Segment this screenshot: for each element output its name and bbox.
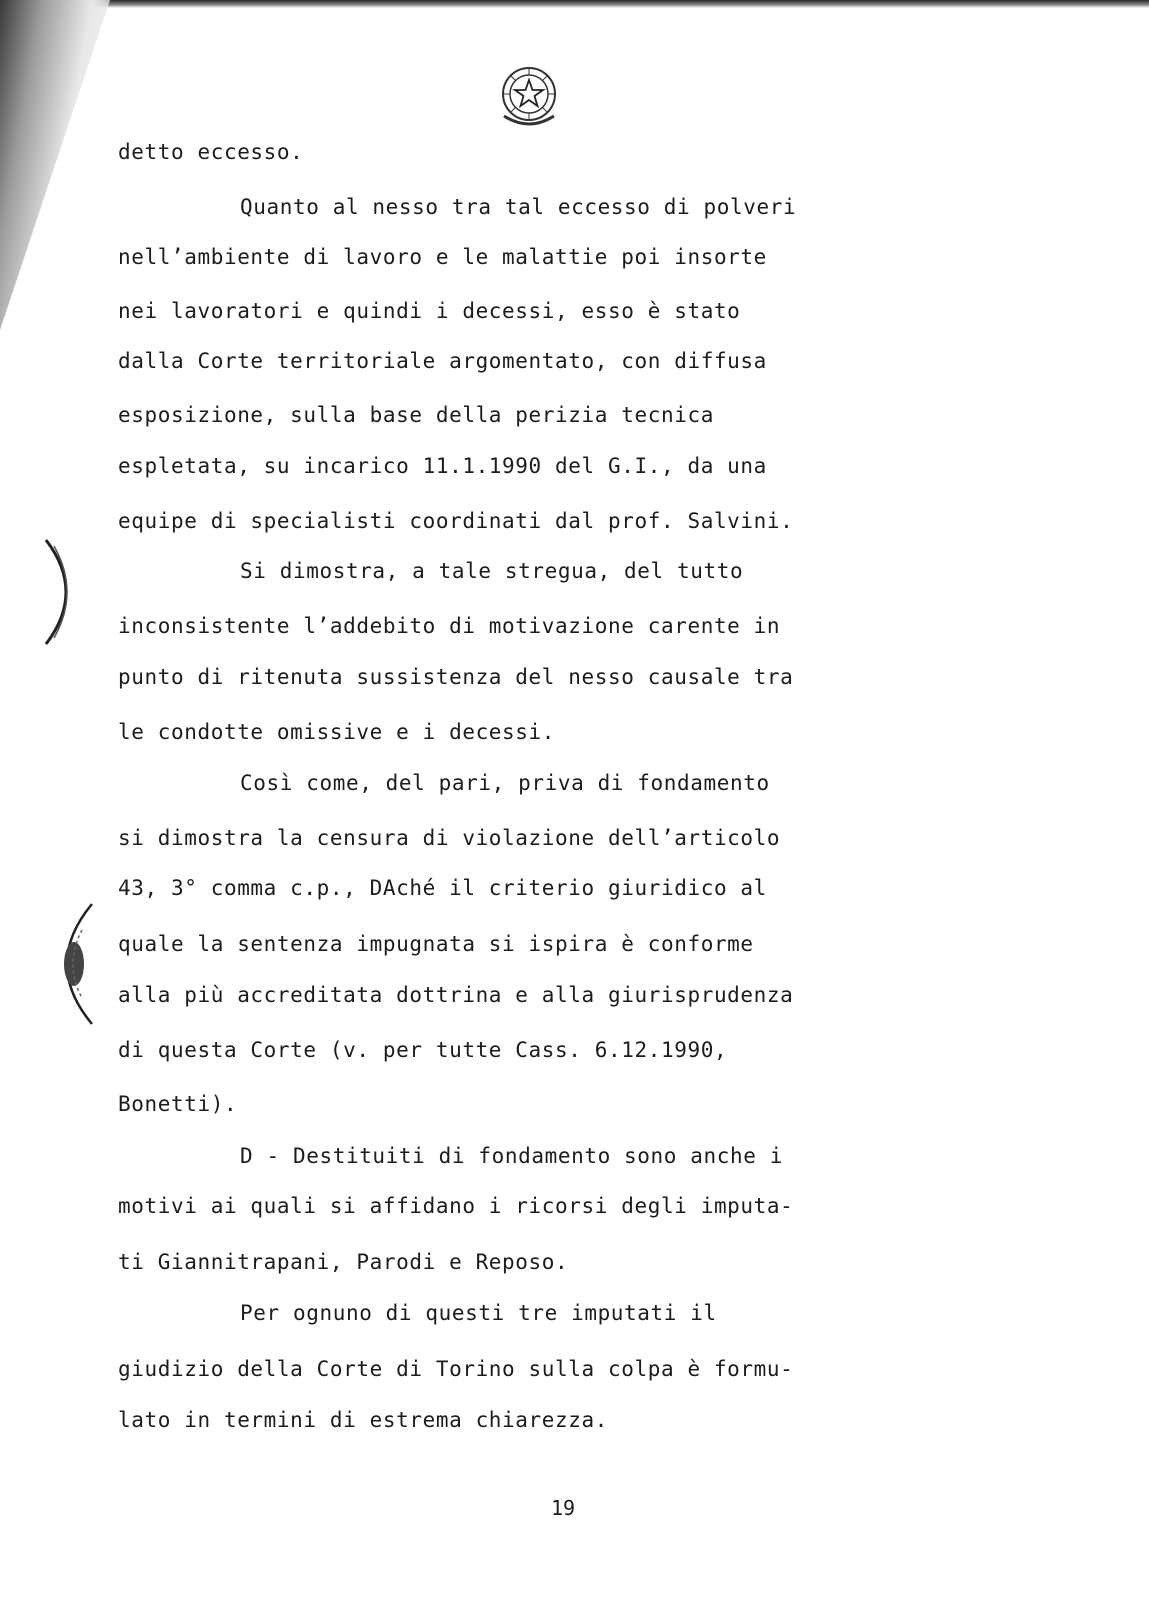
page-number: 19: [551, 1496, 576, 1520]
text-line: equipe di specialisti coordinati dal prof. Salvini.: [118, 509, 794, 533]
text-line: motivi ai quali si affidano i ricorsi degli imputa-: [118, 1194, 794, 1218]
text-line: si dimostra la censura di violazione dell’articolo: [118, 826, 781, 850]
scan-edge-top: [0, 0, 1149, 8]
text-line: Così come, del pari, priva di fondamento: [240, 771, 770, 795]
republic-emblem-icon: [496, 62, 562, 132]
court-stamp-icon: [36, 536, 86, 648]
text-line: 43, 3° comma c.p., DAché il criterio giuridico al: [118, 876, 767, 900]
scan-shadow-left: [0, 0, 110, 330]
text-line: dalla Corte territoriale argomentato, con diffusa: [118, 349, 767, 373]
text-line: quale la sentenza impugnata si ispira è conforme: [118, 932, 754, 956]
text-line: Quanto al nesso tra tal eccesso di polveri: [240, 195, 797, 219]
text-line: espletata, su incarico 11.1.1990 del G.I., da una: [118, 454, 767, 478]
text-line: le condotte omissive e i decessi.: [118, 720, 556, 744]
text-line: alla più accreditata dottrina e alla giurisprudenza: [118, 983, 794, 1007]
text-line: Per ognuno di questi tre imputati il: [240, 1301, 717, 1325]
text-line: ti Giannitrapani, Parodi e Reposo.: [118, 1250, 569, 1274]
text-line: D - Destituiti di fondamento sono anche i: [240, 1144, 783, 1168]
text-line: lato in termini di estrema chiarezza.: [118, 1408, 608, 1432]
text-line: detto eccesso.: [118, 140, 304, 164]
text-line: nell’ambiente di lavoro e le malattie poi insorte: [118, 245, 767, 269]
text-line: nei lavoratori e quindi i decessi, esso è stato: [118, 299, 741, 323]
text-line: di questa Corte (v. per tutte Cass. 6.12.1990,: [118, 1038, 728, 1062]
text-line: inconsistente l’addebito di motivazione carente in: [118, 614, 781, 638]
text-line: esposizione, sulla base della perizia tecnica: [118, 403, 714, 427]
court-seal-icon: [52, 900, 102, 1028]
text-line: Si dimostra, a tale stregua, del tutto: [240, 559, 744, 583]
text-line: Bonetti).: [118, 1092, 238, 1116]
text-line: punto di ritenuta sussistenza del nesso causale tra: [118, 665, 794, 689]
text-line: giudizio della Corte di Torino sulla colpa è formu-: [118, 1357, 794, 1381]
